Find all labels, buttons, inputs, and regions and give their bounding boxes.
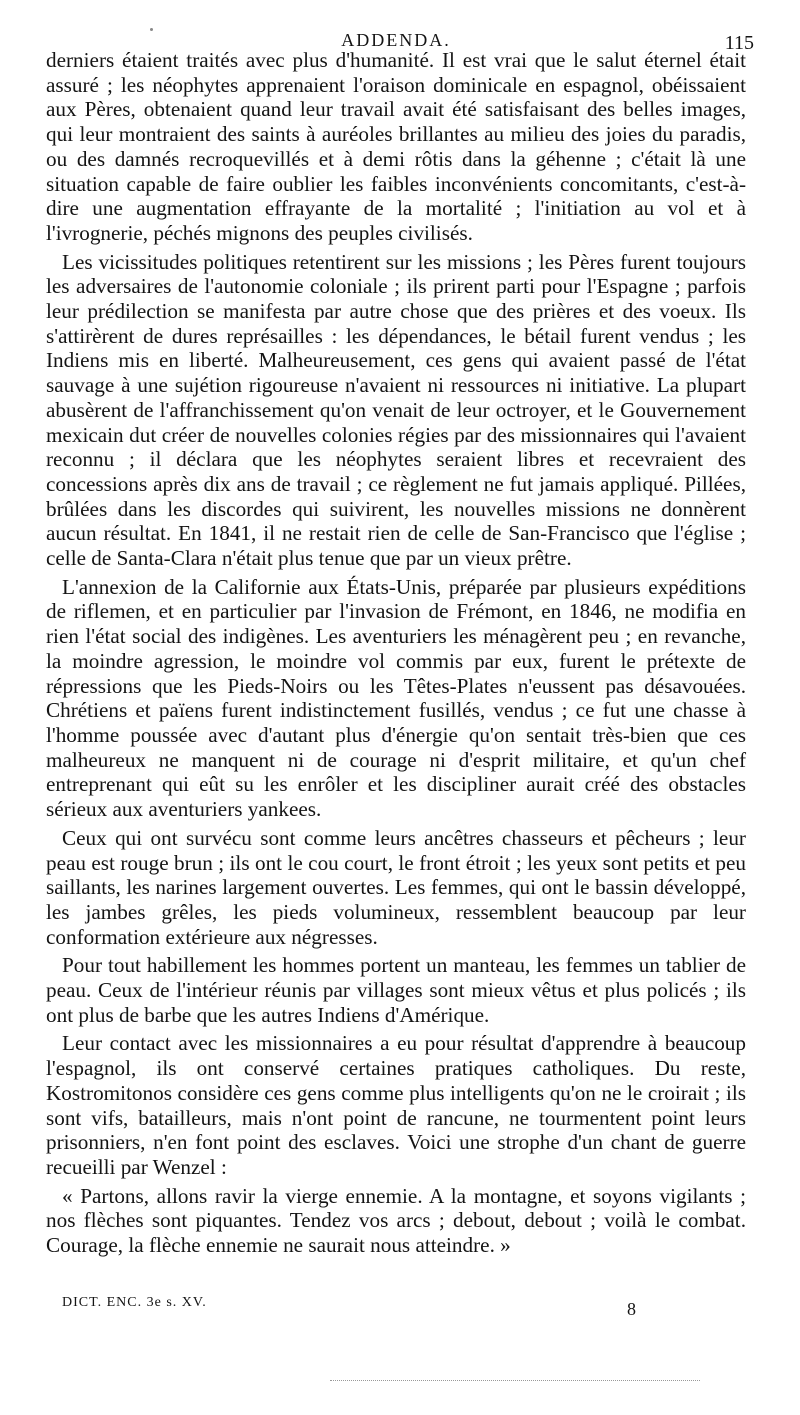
bottom-rule xyxy=(330,1380,700,1381)
paragraph-6: Leur contact avec les missionnaires a eu pour résultat d'apprendre à beaucoup l'espagnol, ils ont conservé certaines pratiques catholiques. Du reste, Kostromitonos considère ces gens comme plus intelligents qu'on ne le croirait ; ils sont vifs, batailleurs, mais n'ont point de rancune, ne tourmentent point leurs prisonniers, n'en font point des esclaves. Voici une strophe d'un chant de guerre recueilli par Wenzel : xyxy=(46,1031,746,1179)
page-number: 115 xyxy=(724,32,754,54)
paragraph-5: Pour tout habillement les hommes portent un manteau, les femmes un tablier de peau. Ceux de l'intérieur réunis par villages sont mieux vêtus et plus policés ; ils ont plus de barbe que les autres Indiens d'Amérique. xyxy=(46,953,746,1027)
body-text xyxy=(46,48,746,1258)
running-head xyxy=(46,24,754,54)
page xyxy=(46,24,754,1262)
paragraph-1: derniers étaient traités avec plus d'humanité. Il est vrai que le salut éternel était assuré ; les néophytes apprenaient l'oraison dominicale en espagnol, obéissaient aux Pères, obtenaient quand leur travail avait été satisfaisant des belles images, qui leur montraient des saints à auréoles brillantes au milieu des joies du paradis, ou des damnés recroquevillés et à demi rôtis dans la géhenne ; c'était là une situation capable de faire oublier les faibles inconvénients concomitants, c'est-à-dire une augmentation effrayante de la mortalité ; l'initiation au vol et à l'ivrognerie, péchés mignons des peuples civilisés. xyxy=(46,48,746,245)
page-footer xyxy=(62,1295,662,1335)
paragraph-4: Ceux qui ont survécu sont comme leurs ancêtres chasseurs et pêcheurs ; leur peau est rouge brun ; ils ont le cou court, le front étroit ; les yeux sont petits et peu saillants, les narines largement ouvertes. Les femmes, qui ont le bassin développé, les jambes grêles, les pieds volumineux, ressemblent beaucoup par leur conformation extérieure aux négresses. xyxy=(46,825,746,949)
paragraph-2: Les vicissitudes politiques retentirent sur les missions ; les Pères furent toujours les adversaires de l'autonomie coloniale ; ils prirent parti pour l'Espagne ; parfois leur prédilection se manifesta par autre chose que des prières et des voeux. Ils s'attirèrent de dures représailles : les dépendances, le bétail furent vendus ; les Indiens mis en liberté. Malheureusement, ces gens qui avaient passé de l'état sauvage à une sujétion rigoureuse n'avaient ni ressources ni initiative. La plupart abusèrent de l'affranchissement qu'on venait de leur octroyer, et le Gouvernement mexicain dut créer de nouvelles colonies régies par des missionnaires qui l'avaient reconnu ; il déclara que les néophytes seraient libres et recevraient des concessions après dix ans de travail ; ce règlement ne fut jamais appliqué. Pillées, brûlées dans les discordes qui suivirent, les nouvelles missions ne donnèrent aucun résultat. En 1841, il ne restait rien de celle de San-Francisco que l'église ; celle de Santa-Clara n'était plus tenue que par un vieux prêtre. xyxy=(46,249,746,571)
running-title: ADDENDA. xyxy=(341,30,451,50)
signature-number: 8 xyxy=(627,1299,636,1319)
printer-signature: DICT. ENC. 3e s. XV. xyxy=(62,1295,207,1310)
paragraph-3: L'annexion de la Californie aux États-Unis, préparée par plusieurs expéditions de riflemen, et en particulier par l'invasion de Frémont, en 1846, ne modifia en rien l'état social des indigènes. Les aventuriers les ménagèrent peu ; en revanche, la moindre agression, le moindre vol commis par eux, furent le prétexte de répressions que les Pieds-Noirs ou les Têtes-Plates n'eussent pas désavouées. Chrétiens et païens furent indistinctement fusillés, vendus ; ce fut une chasse à l'homme poussée avec d'autant plus d'énergie qu'on sentait très-bien que ces malheureux ne manquent ni de courage ni d'esprit militaire, et qu'un chef entreprenant qui eût su les enrôler et les discipliner aurait créé des obstacles sérieux aux aventuriers yankees. xyxy=(46,574,746,822)
war-song-quote: « Partons, allons ravir la vierge ennemie. A la montagne, et soyons vigilants ; nos flèches sont piquantes. Tendez vos arcs ; debout, debout ; voilà le combat. Courage, la flèche ennemie ne saurait nous atteindre. » xyxy=(46,1183,746,1258)
